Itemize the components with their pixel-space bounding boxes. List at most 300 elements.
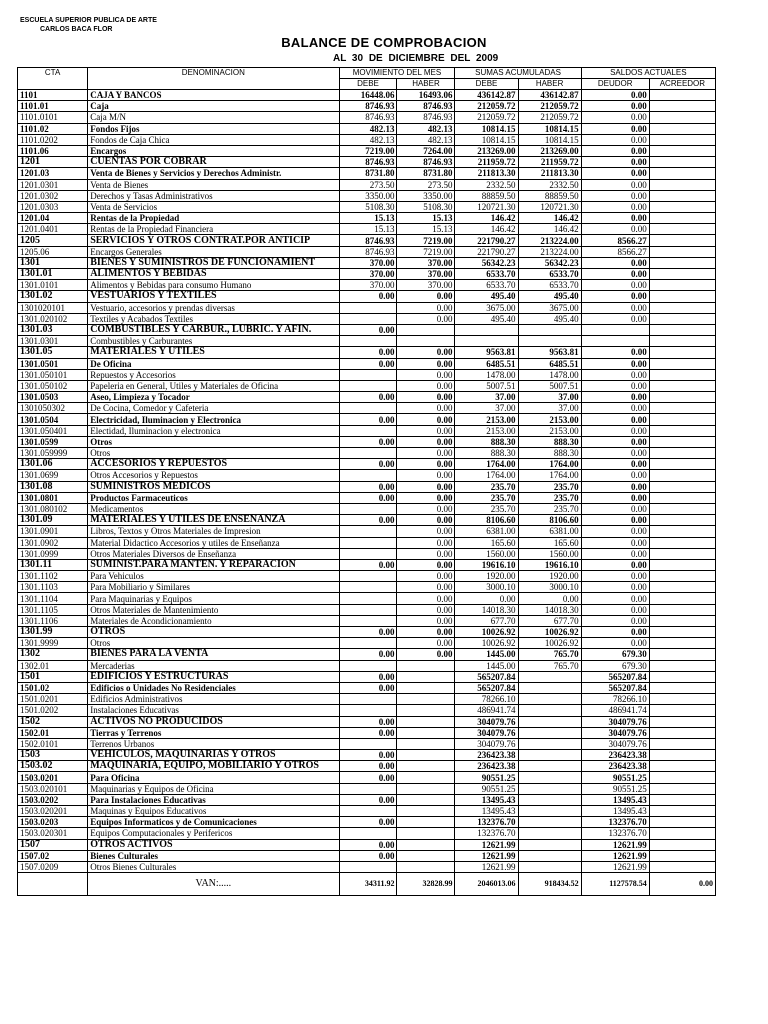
mov-debe-cell: 0.00 (339, 392, 397, 403)
col-header-mov-debe: DEBE (339, 79, 397, 90)
table-row (18, 302, 716, 313)
table-row (18, 694, 716, 705)
mov-haber-cell: 7264.00 (397, 145, 455, 156)
table-row (18, 571, 716, 582)
sumas-debe-cell: 211959.72 (455, 157, 518, 168)
account-name-cell: Rentas de la Propiedad Financiera (88, 224, 339, 235)
mov-haber-cell: 0.00 (397, 313, 455, 324)
mov-haber-cell: 15.13 (397, 213, 455, 224)
col-header-denominacion: DENOMINACION (88, 68, 339, 90)
saldo-deudor-cell: 0.00 (581, 425, 649, 436)
sumas-debe-cell: 436142.87 (455, 90, 518, 101)
mov-haber-cell: 0.00 (397, 414, 455, 425)
mov-debe-cell (339, 403, 397, 414)
sumas-haber-cell: 6533.70 (518, 280, 581, 291)
sumas-debe-cell: 212059.72 (455, 112, 518, 123)
saldo-deudor-cell: 0.00 (581, 403, 649, 414)
saldo-acreedor-cell (649, 615, 715, 626)
account-code-cell: 1302 (18, 649, 88, 660)
account-code-cell: 1502.01 (18, 727, 88, 738)
account-code-cell: 1301.0504 (18, 414, 88, 425)
saldo-acreedor-cell (649, 313, 715, 324)
table-row (18, 358, 716, 369)
sumas-haber-cell: 211813.30 (518, 168, 581, 179)
mov-haber-cell: 0.00 (397, 503, 455, 514)
table-header (18, 68, 716, 90)
sumas-debe-cell: 235.70 (455, 503, 518, 514)
sumas-haber-cell: 213224.00 (518, 246, 581, 257)
saldo-acreedor-cell (649, 828, 715, 839)
account-code-cell: 1101 (18, 90, 88, 101)
table-row (18, 101, 716, 112)
mov-debe-cell: 0.00 (339, 492, 397, 503)
saldo-deudor-cell: 304079.76 (581, 738, 649, 749)
saldo-deudor-cell: 12621.99 (581, 861, 649, 872)
account-code-cell: 1301.0801 (18, 492, 88, 503)
sumas-debe-cell: 10814.15 (455, 123, 518, 134)
table-row (18, 526, 716, 537)
account-code-cell: 1301.1104 (18, 593, 88, 604)
saldo-acreedor-cell (649, 705, 715, 716)
table-row (18, 157, 716, 168)
account-name-cell: Combustibles y Carburantes (88, 336, 339, 347)
page-title: BALANCE DE COMPROBACION (281, 35, 487, 50)
table-row (18, 839, 716, 850)
sumas-haber-cell: 235.70 (518, 503, 581, 514)
sumas-debe-cell: 10026.92 (455, 627, 518, 638)
sumas-haber-cell (518, 671, 581, 682)
account-name-cell: Caja (88, 101, 339, 112)
sumas-debe-cell (455, 336, 518, 347)
account-name-cell: Electricidad, Iluminacion y Electronica (88, 414, 339, 425)
mov-haber-cell: 3350.00 (397, 190, 455, 201)
saldo-acreedor-cell (649, 794, 715, 805)
sumas-debe-cell: 304079.76 (455, 716, 518, 727)
sumas-haber-cell: 6381.00 (518, 526, 581, 537)
saldo-deudor-cell: 0.00 (581, 313, 649, 324)
account-code-cell: 1301.99 (18, 627, 88, 638)
account-name-cell: COMBUSTIBLES Y CARBUR., LUBRIC. Y AFIN. (88, 324, 339, 335)
account-name-cell: Rentas de la Propiedad (88, 213, 339, 224)
mov-debe-cell (339, 548, 397, 559)
mov-haber-cell (397, 850, 455, 861)
mov-debe-cell: 7219.00 (339, 145, 397, 156)
sumas-debe-cell: 1478.00 (455, 369, 518, 380)
account-name-cell: Para Oficina (88, 772, 339, 783)
mov-debe-cell (339, 425, 397, 436)
table-row (18, 627, 716, 638)
account-code-cell: 1503.0202 (18, 794, 88, 805)
account-name-cell: Edificios Administrativos (88, 694, 339, 705)
saldo-acreedor-cell (649, 302, 715, 313)
table-row (18, 313, 716, 324)
sumas-haber-cell: 5007.51 (518, 380, 581, 391)
mov-debe-cell: 482.13 (339, 134, 397, 145)
account-code-cell: 1205.06 (18, 246, 88, 257)
saldo-acreedor-cell (649, 470, 715, 481)
totals-sumas-debe: 2046013.06 (455, 873, 518, 896)
sumas-debe-cell: 565207.84 (455, 682, 518, 693)
saldo-acreedor-cell (649, 817, 715, 828)
table-row (18, 380, 716, 391)
table-row (18, 548, 716, 559)
saldo-deudor-cell: 0.00 (581, 201, 649, 212)
sumas-haber-cell: 9563.81 (518, 347, 581, 358)
sumas-haber-cell: 2153.00 (518, 425, 581, 436)
sumas-debe-cell: 486941.74 (455, 705, 518, 716)
account-name-cell: Otros Bienes Culturales (88, 861, 339, 872)
sumas-haber-cell (518, 336, 581, 347)
saldo-acreedor-cell (649, 783, 715, 794)
account-code-cell: 1503.0201 (18, 772, 88, 783)
account-code-cell: 1503.02 (18, 761, 88, 772)
mov-haber-cell: 0.00 (397, 481, 455, 492)
saldo-deudor-cell: 0.00 (581, 548, 649, 559)
saldo-acreedor-cell (649, 235, 715, 246)
mov-debe-cell: 0.00 (339, 727, 397, 738)
sumas-haber-cell: 1764.00 (518, 470, 581, 481)
sumas-debe-cell: 37.00 (455, 403, 518, 414)
mov-debe-cell (339, 313, 397, 324)
mov-haber-cell (397, 738, 455, 749)
sumas-haber-cell: 0.00 (518, 593, 581, 604)
saldo-acreedor-cell (649, 638, 715, 649)
sumas-haber-cell (518, 694, 581, 705)
account-name-cell: Venta de Bienes y Servicios y Derechos Administr. (88, 168, 339, 179)
saldo-acreedor-cell (649, 571, 715, 582)
saldo-deudor-cell: 679.30 (581, 660, 649, 671)
table-row (18, 436, 716, 447)
saldo-acreedor-cell (649, 291, 715, 302)
mov-debe-cell: 8746.93 (339, 235, 397, 246)
table-row (18, 145, 716, 156)
table-row (18, 537, 716, 548)
totals-deudor: 1127578.54 (581, 873, 649, 896)
account-name-cell: EDIFICIOS Y ESTRUCTURAS (88, 671, 339, 682)
mov-haber-cell: 0.00 (397, 347, 455, 358)
account-code-cell: 1301050302 (18, 403, 88, 414)
table-row (18, 190, 716, 201)
saldo-deudor-cell: 0.00 (581, 571, 649, 582)
sumas-debe-cell: 5007.51 (455, 380, 518, 391)
account-name-cell: Tierras y Terrenos (88, 727, 339, 738)
account-name-cell: MATERIALES Y UTILES (88, 347, 339, 358)
account-code-cell: 1201.0401 (18, 224, 88, 235)
account-code-cell: 1301.050101 (18, 369, 88, 380)
account-code-cell: 1301.02 (18, 291, 88, 302)
sumas-debe-cell: 120721.30 (455, 201, 518, 212)
account-name-cell: Otros Accesorios y Repuestos (88, 470, 339, 481)
mov-debe-cell (339, 537, 397, 548)
sumas-haber-cell: 765.70 (518, 660, 581, 671)
sumas-haber-cell (518, 750, 581, 761)
mov-debe-cell: 0.00 (339, 716, 397, 727)
col-header-cta: CTA (18, 68, 88, 90)
saldo-deudor-cell: 0.00 (581, 470, 649, 481)
sumas-haber-cell: 88859.50 (518, 190, 581, 201)
account-name-cell: Otros (88, 436, 339, 447)
table-row (18, 593, 716, 604)
sumas-debe-cell: 235.70 (455, 492, 518, 503)
sumas-haber-cell (518, 783, 581, 794)
sumas-debe-cell: 236423.38 (455, 761, 518, 772)
page-subtitle: AL 30 DE DICIEMBRE DEL 2009 (333, 53, 499, 64)
sumas-haber-cell: 3675.00 (518, 302, 581, 313)
account-code-cell: 1502.0101 (18, 738, 88, 749)
saldo-acreedor-cell (649, 806, 715, 817)
sumas-haber-cell: 10814.15 (518, 123, 581, 134)
account-name-cell: Material Didactico Accesorios y utiles de Enseñanza (88, 537, 339, 548)
saldo-acreedor-cell (649, 157, 715, 168)
account-code-cell: 1507 (18, 839, 88, 850)
mov-haber-cell (397, 336, 455, 347)
account-code-cell: 1301.0901 (18, 526, 88, 537)
saldo-acreedor-cell (649, 324, 715, 335)
sumas-haber-cell: 235.70 (518, 492, 581, 503)
sumas-debe-cell: 213269.00 (455, 145, 518, 156)
mov-debe-cell (339, 738, 397, 749)
col-header-mov-haber: HABER (397, 79, 455, 90)
saldo-acreedor-cell (649, 269, 715, 280)
saldo-deudor-cell: 0.00 (581, 123, 649, 134)
mov-debe-cell (339, 336, 397, 347)
sumas-haber-cell: 436142.87 (518, 90, 581, 101)
sumas-haber-cell: 888.30 (518, 436, 581, 447)
sumas-debe-cell: 90551.25 (455, 772, 518, 783)
saldo-deudor-cell: 0.00 (581, 436, 649, 447)
sumas-haber-cell: 235.70 (518, 481, 581, 492)
account-code-cell: 1301.03 (18, 324, 88, 335)
table-row (18, 615, 716, 626)
table-body (18, 90, 716, 873)
account-code-cell: 1101.0101 (18, 112, 88, 123)
saldo-deudor-cell: 12621.99 (581, 850, 649, 861)
account-name-cell: Derechos y Tasas Administrativos (88, 190, 339, 201)
saldo-deudor-cell: 0.00 (581, 492, 649, 503)
saldo-deudor-cell: 0.00 (581, 347, 649, 358)
saldo-deudor-cell: 132376.70 (581, 828, 649, 839)
sumas-haber-cell: 1764.00 (518, 459, 581, 470)
mov-debe-cell (339, 503, 397, 514)
account-code-cell: 1301.0699 (18, 470, 88, 481)
sumas-debe-cell: 0.00 (455, 593, 518, 604)
account-name-cell: OTROS (88, 627, 339, 638)
mov-haber-cell: 8746.93 (397, 112, 455, 123)
sumas-haber-cell: 37.00 (518, 392, 581, 403)
account-name-cell: Medicamentos (88, 503, 339, 514)
mov-haber-cell (397, 772, 455, 783)
col-header-sumas-debe: DEBE (455, 79, 518, 90)
saldo-acreedor-cell (649, 772, 715, 783)
mov-debe-cell: 482.13 (339, 123, 397, 134)
mov-haber-cell: 0.00 (397, 593, 455, 604)
sumas-debe-cell: 211813.30 (455, 168, 518, 179)
account-code-cell: 1503.020101 (18, 783, 88, 794)
account-name-cell: VESTUARIOS Y TEXTILES (88, 291, 339, 302)
sumas-debe-cell: 6485.51 (455, 358, 518, 369)
saldo-acreedor-cell (649, 582, 715, 593)
table-row (18, 112, 716, 123)
mov-debe-cell: 8746.93 (339, 112, 397, 123)
account-code-cell: 1503.0203 (18, 817, 88, 828)
saldo-acreedor-cell (649, 380, 715, 391)
saldo-deudor-cell: 0.00 (581, 90, 649, 101)
table-row (18, 280, 716, 291)
sumas-haber-cell (518, 705, 581, 716)
account-name-cell: Otros Materiales de Mantenimiento (88, 604, 339, 615)
sumas-haber-cell: 677.70 (518, 615, 581, 626)
saldo-deudor-cell: 8566.27 (581, 246, 649, 257)
sumas-debe-cell: 19616.10 (455, 559, 518, 570)
sumas-debe-cell: 132376.70 (455, 828, 518, 839)
table-row (18, 123, 716, 134)
account-name-cell: Papeleria en General, Utiles y Materiales de Oficina (88, 380, 339, 391)
account-code-cell: 1301.1102 (18, 571, 88, 582)
sumas-debe-cell: 1920.00 (455, 571, 518, 582)
saldo-deudor-cell: 78266.10 (581, 694, 649, 705)
account-name-cell: Textiles y Acabados Textiles (88, 313, 339, 324)
mov-haber-cell: 0.00 (397, 358, 455, 369)
sumas-haber-cell: 765.70 (518, 649, 581, 660)
mov-haber-cell (397, 806, 455, 817)
mov-debe-cell (339, 369, 397, 380)
saldo-deudor-cell: 0.00 (581, 179, 649, 190)
mov-debe-cell: 5108.30 (339, 201, 397, 212)
saldo-acreedor-cell (649, 190, 715, 201)
table-row (18, 705, 716, 716)
mov-haber-cell: 7219.00 (397, 246, 455, 257)
account-name-cell: Venta de Servicios (88, 201, 339, 212)
account-code-cell: 1201.0302 (18, 190, 88, 201)
account-name-cell: Para Maquinarias y Equipos (88, 593, 339, 604)
sumas-haber-cell: 19616.10 (518, 559, 581, 570)
sumas-debe-cell: 2153.00 (455, 414, 518, 425)
sumas-debe-cell: 13495.43 (455, 806, 518, 817)
account-code-cell: 1301.0101 (18, 280, 88, 291)
table-row (18, 481, 716, 492)
mov-debe-cell: 0.00 (339, 772, 397, 783)
table-row (18, 850, 716, 861)
sumas-debe-cell: 236423.38 (455, 750, 518, 761)
mov-haber-cell: 0.00 (397, 380, 455, 391)
table-row (18, 425, 716, 436)
saldo-acreedor-cell (649, 850, 715, 861)
mov-haber-cell: 0.00 (397, 559, 455, 570)
mov-debe-cell (339, 828, 397, 839)
saldo-deudor-cell: 304079.76 (581, 727, 649, 738)
account-code-cell: 1501.0202 (18, 705, 88, 716)
saldo-acreedor-cell (649, 123, 715, 134)
sumas-haber-cell (518, 850, 581, 861)
sumas-debe-cell: 1445.00 (455, 649, 518, 660)
sumas-haber-cell (518, 861, 581, 872)
col-group-sumas: SUMAS ACUMULADAS (455, 68, 581, 79)
saldo-deudor-cell: 486941.74 (581, 705, 649, 716)
sumas-haber-cell: 56342.23 (518, 257, 581, 268)
table-row (18, 638, 716, 649)
saldo-acreedor-cell (649, 481, 715, 492)
saldo-deudor-cell: 679.30 (581, 649, 649, 660)
table-row (18, 448, 716, 459)
mov-haber-cell (397, 694, 455, 705)
saldo-acreedor-cell (649, 168, 715, 179)
sumas-debe-cell: 6381.00 (455, 526, 518, 537)
sumas-debe-cell: 565207.84 (455, 671, 518, 682)
saldo-deudor-cell: 0.00 (581, 224, 649, 235)
saldo-acreedor-cell (649, 660, 715, 671)
saldo-deudor-cell: 236423.38 (581, 750, 649, 761)
sumas-debe-cell: 1560.00 (455, 548, 518, 559)
sumas-haber-cell: 10814.15 (518, 134, 581, 145)
account-name-cell: De Oficina (88, 358, 339, 369)
mov-debe-cell: 370.00 (339, 269, 397, 280)
account-code-cell: 1301020101 (18, 302, 88, 313)
table-row (18, 604, 716, 615)
sumas-debe-cell: 6533.70 (455, 280, 518, 291)
sumas-debe-cell: 888.30 (455, 436, 518, 447)
sumas-haber-cell: 1560.00 (518, 548, 581, 559)
saldo-acreedor-cell (649, 526, 715, 537)
saldo-deudor-cell (581, 336, 649, 347)
mov-debe-cell: 0.00 (339, 649, 397, 660)
mov-haber-cell: 273.50 (397, 179, 455, 190)
mov-haber-cell: 370.00 (397, 269, 455, 280)
saldo-acreedor-cell (649, 839, 715, 850)
saldo-deudor-cell: 0.00 (581, 459, 649, 470)
mov-haber-cell: 482.13 (397, 123, 455, 134)
saldo-deudor-cell: 0.00 (581, 369, 649, 380)
mov-debe-cell: 0.00 (339, 481, 397, 492)
table-row (18, 269, 716, 280)
saldo-deudor-cell: 565207.84 (581, 682, 649, 693)
mov-haber-cell (397, 750, 455, 761)
saldo-acreedor-cell (649, 738, 715, 749)
table-row (18, 291, 716, 302)
saldo-deudor-cell: 0.00 (581, 638, 649, 649)
table-row (18, 369, 716, 380)
mov-haber-cell (397, 817, 455, 828)
saldo-acreedor-cell (649, 559, 715, 570)
account-code-cell: 1301 (18, 257, 88, 268)
mov-debe-cell (339, 470, 397, 481)
mov-haber-cell: 0.00 (397, 526, 455, 537)
account-code-cell: 1301.9999 (18, 638, 88, 649)
table-row (18, 492, 716, 503)
saldo-deudor-cell: 0.00 (581, 302, 649, 313)
saldo-deudor-cell: 0.00 (581, 380, 649, 391)
col-group-saldos: SALDOS ACTUALES (581, 68, 715, 79)
table-row (18, 761, 716, 772)
sumas-haber-cell: 6533.70 (518, 269, 581, 280)
saldo-acreedor-cell (649, 257, 715, 268)
account-name-cell: ACTIVOS NO PRODUCIDOS (88, 716, 339, 727)
sumas-debe-cell: 3000.10 (455, 582, 518, 593)
account-name-cell: CUENTAS POR COBRAR (88, 157, 339, 168)
sumas-debe-cell (455, 324, 518, 335)
account-name-cell: Fondos Fijos (88, 123, 339, 134)
mov-haber-cell: 0.00 (397, 492, 455, 503)
sumas-haber-cell: 3000.10 (518, 582, 581, 593)
account-name-cell: Bienes Culturales (88, 850, 339, 861)
sumas-debe-cell: 13495.43 (455, 794, 518, 805)
sumas-haber-cell (518, 772, 581, 783)
sumas-debe-cell: 221790.27 (455, 246, 518, 257)
mov-haber-cell: 8731.80 (397, 168, 455, 179)
saldo-deudor-cell: 0.00 (581, 358, 649, 369)
mov-debe-cell (339, 806, 397, 817)
totals-mov-haber: 32828.99 (397, 873, 455, 896)
account-code-cell: 1201.0303 (18, 201, 88, 212)
